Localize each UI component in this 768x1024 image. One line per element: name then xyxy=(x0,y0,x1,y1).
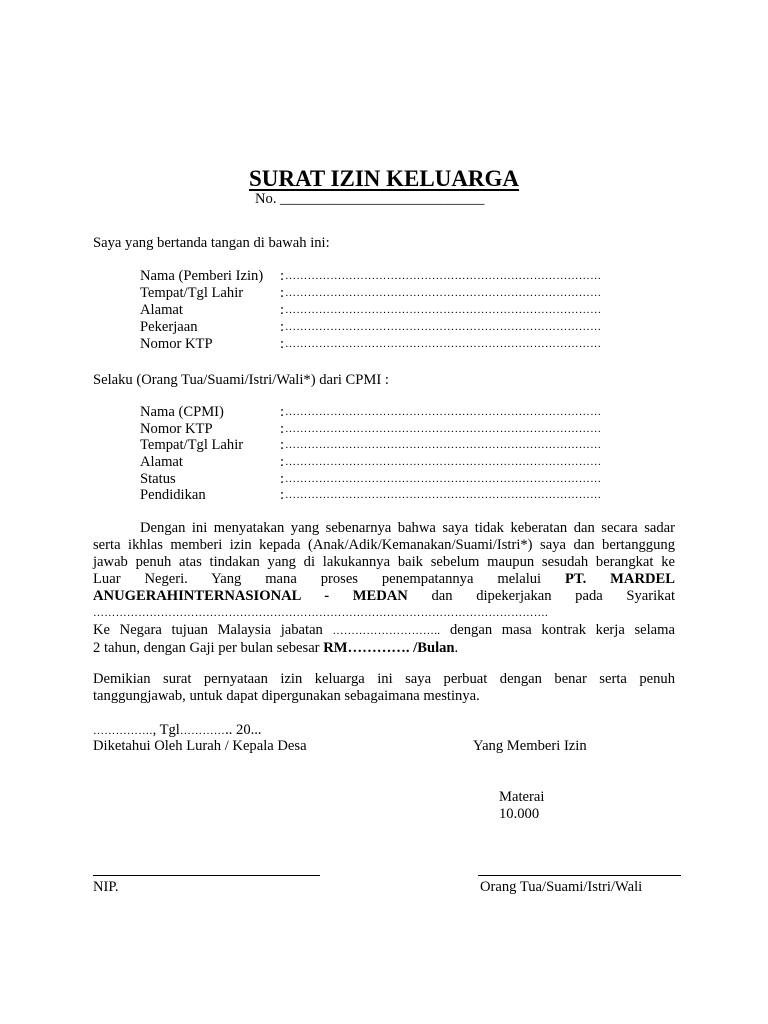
statement-paragraph xyxy=(93,520,675,657)
field-label: Alamat xyxy=(140,454,183,470)
closing-line-1: Demikian surat pernyataan izin keluarga ini saya perbuat dengan benar serta penuh xyxy=(93,671,675,687)
field-dots: ………………………………………………………………………… xyxy=(285,439,602,451)
statement-line-7 xyxy=(93,622,675,640)
field-label: Status xyxy=(140,471,176,487)
field-colon: : xyxy=(280,487,285,503)
date-label: , Tgl xyxy=(152,722,180,738)
statement-line-8-text: 2 tahun, dengan Gaji per bulan sebesar xyxy=(93,640,320,656)
statement-line-4-text: Luar Negeri. Yang mana proses penempatannya melalui xyxy=(93,571,542,587)
field-colon: : xyxy=(280,302,285,318)
field-colon: : xyxy=(280,454,285,470)
statement-line-8-end: . xyxy=(454,640,459,656)
left-signer-title: Diketahui Oleh Lurah / Kepala Desa xyxy=(93,738,307,754)
statement-line-7-tail: dengan masa kontrak kerja selama xyxy=(449,622,675,638)
field-colon: : xyxy=(280,268,285,284)
field-colon: : xyxy=(280,471,285,487)
left-signer-caption: NIP. xyxy=(93,879,119,895)
statement-line-7-text: Ke Negara tujuan Malaysia jabatan xyxy=(93,622,323,638)
relation-line: Selaku (Orang Tua/Suami/Istri/Wali*) dari CPMI : xyxy=(93,372,389,388)
field-dots: ………………………………………………………………………… xyxy=(285,423,602,435)
field-colon: : xyxy=(280,336,285,352)
right-signature-line xyxy=(478,875,681,876)
cpmi-field-education xyxy=(140,487,680,504)
year-text: .. 20... xyxy=(225,722,262,738)
statement-line-5-text: dan dipekerjakan pada Syarikat xyxy=(431,588,675,604)
field-label: Tempat/Tgl Lahir xyxy=(140,437,244,453)
field-dots: ………………………………………………………………………… xyxy=(285,321,602,333)
field-label: Nama (CPMI) xyxy=(140,404,224,420)
date-blank: ………… xyxy=(179,725,226,737)
field-label: Pendidikan xyxy=(140,487,206,503)
statement-line-2: serta ikhlas memberi izin kepada (Anak/Adik/Kemanakan/Suami/Istri*) saya dan bertanggung xyxy=(93,537,675,553)
intro-text: Saya yang bertanda tangan di bawah ini: xyxy=(93,235,330,251)
stamp-duty-amount: 10.000 xyxy=(499,806,540,822)
cpmi-field-birth xyxy=(140,437,680,454)
field-label: Nama (Pemberi Izin) xyxy=(140,268,264,284)
right-signer-title: Yang Memberi Izin xyxy=(473,738,587,754)
statement-line-3: jawab penuh atas tindakan yang di lakukannya baik sebelum maupun sesudah berangkat ke xyxy=(93,554,675,570)
giver-field-name xyxy=(140,268,680,285)
stamp-duty-label: Materai xyxy=(499,789,545,805)
giver-field-address xyxy=(140,302,680,319)
field-dots: ………………………………………………………………………… xyxy=(285,456,602,468)
company-name-part2: ANUGERAHINTERNASIONAL - MEDAN xyxy=(93,588,408,604)
company-name-part1: PT. MARDEL xyxy=(565,571,675,587)
field-dots: ………………………………………………………………………… xyxy=(285,287,602,299)
statement-line-1: Dengan ini menyatakan yang sebenarnya bahwa saya tidak keberatan dan secara sadar xyxy=(140,520,675,536)
field-dots: ………………………………………………………………………… xyxy=(285,338,602,350)
field-label: Nomor KTP xyxy=(140,336,213,352)
document-number: No. ____________________________ xyxy=(255,191,485,207)
cpmi-field-ktp xyxy=(140,421,680,438)
document-title: SURAT IZIN KELUARGA xyxy=(248,166,520,191)
closing-paragraph xyxy=(93,671,675,705)
field-label: Tempat/Tgl Lahir xyxy=(140,285,244,301)
statement-line-8 xyxy=(93,640,675,657)
statement-line-5 xyxy=(93,588,675,605)
giver-field-ktp xyxy=(140,336,680,353)
statement-line-4 xyxy=(93,571,675,588)
field-colon: : xyxy=(280,319,285,335)
field-colon: : xyxy=(280,285,285,301)
field-dots: ………………………………………………………………………… xyxy=(285,270,602,282)
cpmi-field-address xyxy=(140,454,680,471)
field-dots: ………………………………………………………………………… xyxy=(285,473,602,485)
place-blank: ……………. xyxy=(93,725,153,737)
employer-blank: …………………………………………………………………………………………………………. xyxy=(93,607,549,619)
department-blank: ……………………….. xyxy=(332,625,441,637)
giver-field-birth xyxy=(140,285,680,302)
cpmi-field-status xyxy=(140,471,680,488)
closing-line-2: tanggungjawab, untuk dapat dipergunakan sebagaimana mestinya. xyxy=(93,688,480,704)
cpmi-field-name xyxy=(140,404,680,421)
field-label: Alamat xyxy=(140,302,183,318)
field-label: Pekerjaan xyxy=(140,319,198,335)
giver-field-job xyxy=(140,319,680,336)
salary-blank: RM…………. /Bulan xyxy=(323,640,455,656)
field-dots: ………………………………………………………………………… xyxy=(285,304,602,316)
left-signature-line xyxy=(93,875,320,876)
field-label: Nomor KTP xyxy=(140,421,213,437)
field-colon: : xyxy=(280,404,285,420)
field-dots: ………………………………………………………………………… xyxy=(285,406,602,418)
field-colon: : xyxy=(280,421,285,437)
field-dots: ………………………………………………………………………… xyxy=(285,489,602,501)
right-signer-caption: Orang Tua/Suami/Istri/Wali xyxy=(480,879,643,895)
field-colon: : xyxy=(280,437,285,453)
